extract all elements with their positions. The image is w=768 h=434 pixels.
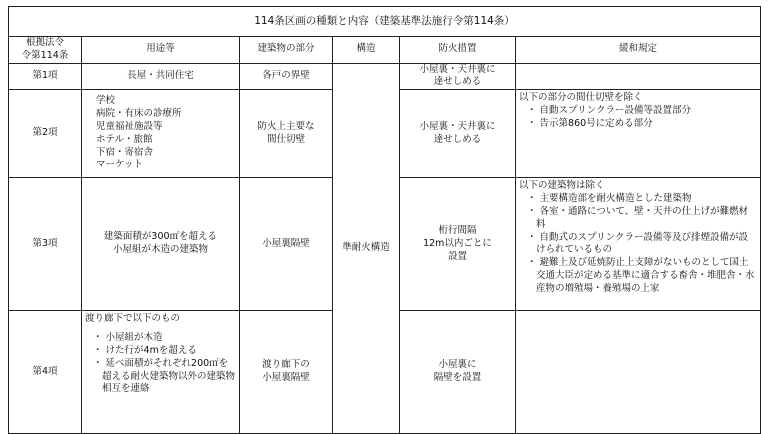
use-item: ・ けた行が4mを超える <box>93 344 197 356</box>
clause-cell: 第3項 <box>9 178 82 311</box>
relax-item: ・ 主要構造部を耐火構造とした建築物 <box>527 193 692 205</box>
relax-item: ・ 告示第860号に定める部分 <box>527 117 653 129</box>
header-part: 建築物の部分 <box>240 37 333 64</box>
relax-cell <box>516 90 761 178</box>
relax-cell <box>516 311 761 434</box>
table-row <box>9 63 761 90</box>
use-cell: 建築面積が300㎡を超える 小屋組が木造の建築物 <box>82 178 240 311</box>
header-structure: 構造 <box>333 37 400 64</box>
header-use: 用途等 <box>82 37 240 64</box>
relax-cell <box>516 178 761 311</box>
use-heading: 渡り廊下で以下のもの <box>85 313 181 325</box>
part-cell: 防火上主要な 間仕切壁 <box>240 90 333 178</box>
measure-cell: 小屋裏・天井裏に 達せしめる <box>400 63 516 90</box>
use-item: ・ 小屋組が木造 <box>93 332 163 344</box>
relax-item: ・ 自動スプリンクラー設備等設置部分 <box>527 105 691 117</box>
measure-cell: 小屋裏に 隔壁を設置 <box>400 311 516 434</box>
relax-item: ・ 避難上及び延焼防止上支障がないものとして国土交通大臣が定める基準に適合する畜舎・堆肥舎・水産物の増殖場・養殖場の上家 <box>527 257 755 294</box>
relax-cell <box>516 63 761 90</box>
header-relaxation: 緩和規定 <box>516 37 761 64</box>
clause-cell: 第1項 <box>9 63 82 90</box>
clause-cell: 第4項 <box>9 311 82 434</box>
use-cell: 学校 病院・有床の診療所 児童福祉施設等 ホテル・旅館 下宿・寄宿舎 マーケット <box>82 90 240 178</box>
relax-item: ・ 自動式のスプリンクラー設備等及び排煙設備が設けられているもの <box>527 231 748 256</box>
use-cell: 長屋・共同住宅 <box>82 63 240 90</box>
use-cell <box>82 311 240 434</box>
relax-item: ・ 各室・通路について、壁・天井の仕上げが難燃材料 <box>527 205 749 230</box>
header-fire-measure: 防火措置 <box>400 37 516 64</box>
header-basis: 根拠法令 令第114条 <box>9 37 82 64</box>
structure-cell: 準耐火構造 <box>333 63 400 434</box>
measure-cell: 小屋裏・天井裏に 達せしめる <box>400 90 516 178</box>
fire-compartment-table <box>8 6 761 434</box>
part-cell: 渡り廊下の 小屋裏隔壁 <box>240 311 333 434</box>
measure-cell: 桁行間隔 12m以内ごとに 設置 <box>400 178 516 311</box>
relax-heading: 以下の建築物は除く <box>519 180 605 192</box>
table-title: 114条区画の種類と内容（建築基準法施行令第114条） <box>9 7 761 37</box>
use-item: ・ 延べ面積がそれぞれ200㎡を超える耐火建築物以外の建築物相互を連絡 <box>93 357 236 395</box>
part-cell: 各戸の界壁 <box>240 63 333 90</box>
clause-cell: 第2項 <box>9 90 82 178</box>
part-cell: 小屋裏隔壁 <box>240 178 333 311</box>
relax-heading: 以下の部分の間仕切壁を除く <box>519 92 643 104</box>
